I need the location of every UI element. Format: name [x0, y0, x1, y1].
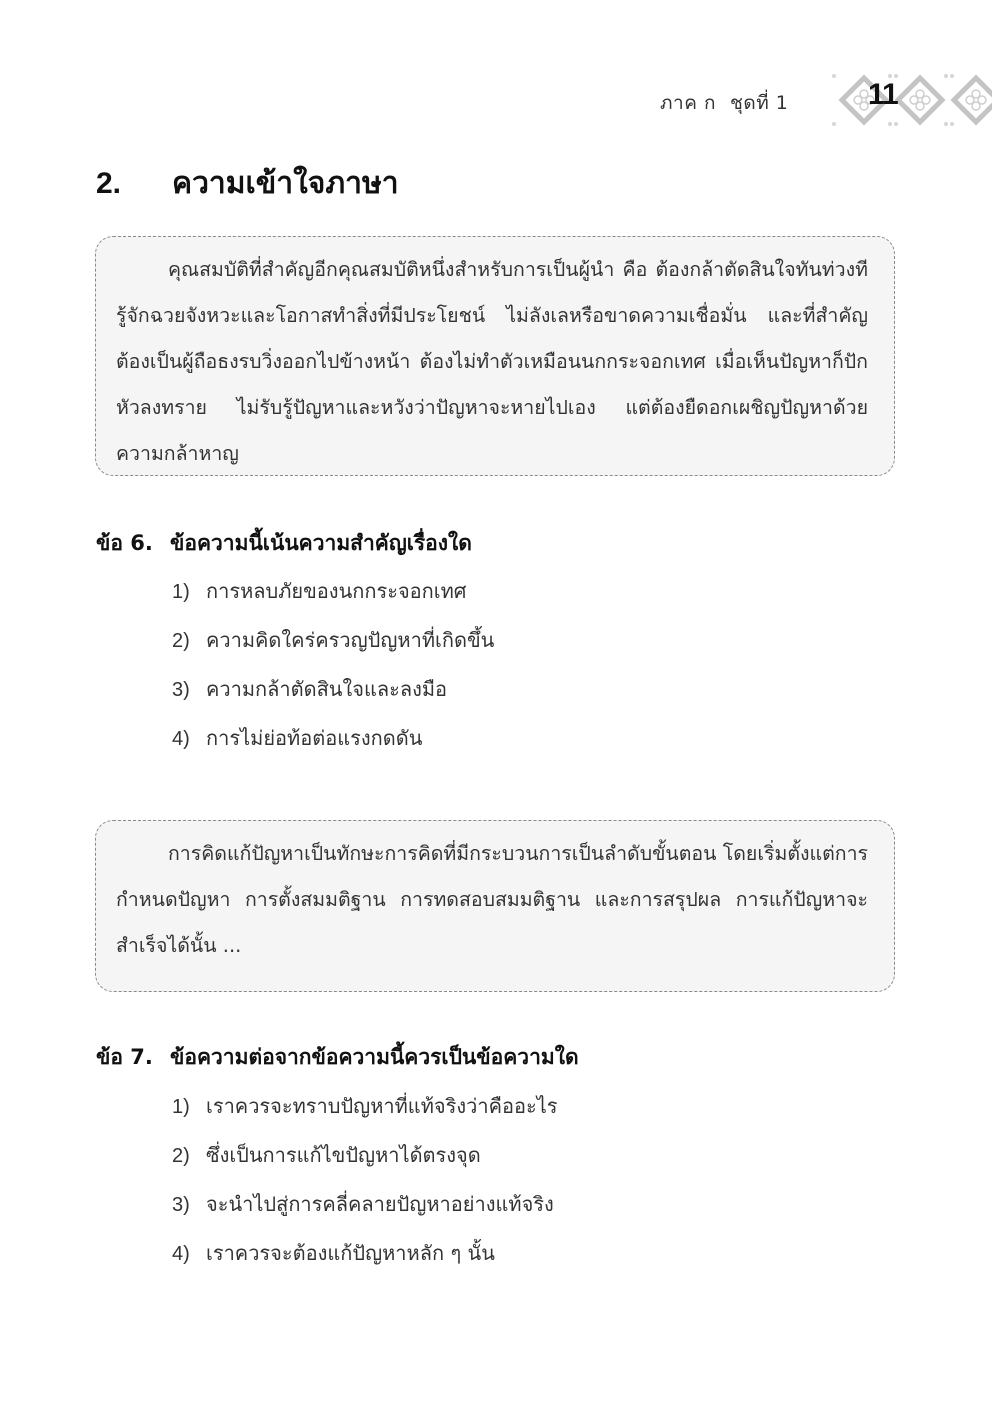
question-text: ข้อความนี้เน้นความสำคัญเรื่องใด — [170, 531, 472, 555]
option-number: 3) — [172, 1194, 190, 1216]
option-1[interactable] — [172, 1091, 558, 1140]
section-title-text: ความเข้าใจภาษา — [172, 166, 399, 201]
thai-diamond-ornament-icon — [830, 72, 992, 128]
option-text: ซึ่งเป็นการแก้ไขปัญหาได้ตรงจุด — [206, 1143, 481, 1167]
question-text: ข้อความต่อจากข้อความนี้ควรเป็นข้อความใด — [170, 1045, 579, 1069]
section-number: 2. — [96, 167, 122, 200]
option-number: 1) — [172, 581, 190, 603]
question-6 — [96, 527, 472, 560]
option-text: ความคิดใคร่ครวญปัญหาที่เกิดขึ้น — [206, 628, 495, 652]
option-2[interactable] — [172, 1140, 558, 1189]
set-label: ชุดที่ 1 — [729, 92, 789, 114]
option-text: การไม่ย่อท้อต่อแรงกดดัน — [206, 726, 423, 750]
reading-passage-1 — [95, 236, 895, 476]
passage-text: คุณสมบัติที่สำคัญอีกคุณสมบัติหนึ่งสำหรับการเป็นผู้นำ คือ ต้องกล้าตัดสินใจทันท่วงที รู้จักฉวยจังหวะและโอกาสทำสิ่งที่มีประโยชน์ ไม่ลังเลหรือขาดความเชื่อมั่น และที่สำคัญต้องเป็นผู้ถือธงรบวิ่งออกไปข้างหน้า ต้องไม่ทำตัวเหมือนนกกระจอกเทศ เมื่อเห็นปัญหาก็ปักหัวลงทราย ไม่รับรู้ปัญหาและหวังว่าปัญหาจะหายไปเอง แต่ต้องยืดอกเผชิญปัญหาด้วยความกล้าหาญ — [116, 258, 868, 465]
option-number: 1) — [172, 1096, 190, 1118]
option-2[interactable] — [172, 625, 494, 674]
option-3[interactable] — [172, 1189, 558, 1238]
passage-text: การคิดแก้ปัญหาเป็นทักษะการคิดที่มีกระบวนการเป็นลำดับขั้นตอน โดยเริ่มตั้งแต่การกำหนดปัญหา การตั้งสมมติฐาน การทดสอบสมมติฐาน และการสรุปผล การแก้ปัญหาจะสำเร็จได้นั้น ... — [116, 842, 868, 957]
option-text: เราควรจะทราบปัญหาที่แท้จริงว่าคืออะไร — [206, 1094, 558, 1118]
question-7-options — [172, 1091, 558, 1287]
page-number: 11 — [868, 78, 898, 111]
option-3[interactable] — [172, 674, 494, 723]
option-1[interactable] — [172, 576, 494, 625]
option-text: จะนำไปสู่การคลี่คลายปัญหาอย่างแท้จริง — [206, 1192, 554, 1216]
option-number: 4) — [172, 728, 190, 750]
option-number: 4) — [172, 1243, 190, 1265]
reading-passage-2 — [95, 820, 895, 992]
question-7 — [96, 1041, 579, 1074]
part-label: ภาค ก — [660, 92, 716, 114]
option-4[interactable] — [172, 1238, 558, 1287]
option-4[interactable] — [172, 723, 494, 772]
question-6-options — [172, 576, 494, 772]
option-number: 2) — [172, 630, 190, 652]
question-number: ข้อ 6. — [96, 531, 153, 555]
option-number: 3) — [172, 679, 190, 701]
option-number: 2) — [172, 1145, 190, 1167]
running-header — [660, 88, 788, 118]
section-title — [96, 160, 399, 207]
option-text: เราควรจะต้องแก้ปัญหาหลัก ๆ นั้น — [206, 1241, 495, 1265]
option-text: ความกล้าตัดสินใจและลงมือ — [206, 677, 448, 701]
option-text: การหลบภัยของนกกระจอกเทศ — [206, 579, 467, 603]
question-number: ข้อ 7. — [96, 1045, 153, 1069]
